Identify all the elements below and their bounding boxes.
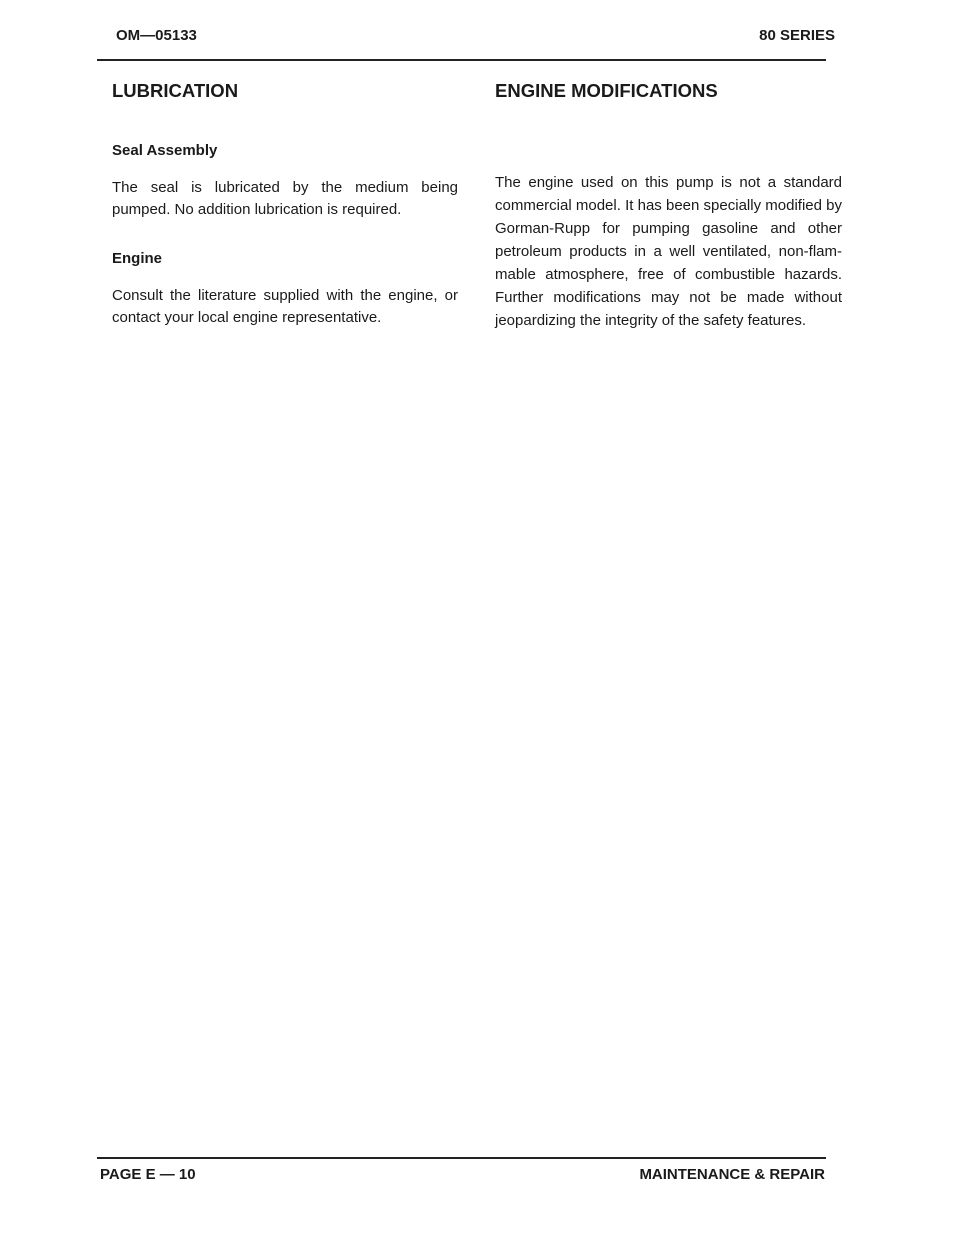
engine-modifications-text: The engine used on this pump is not a standard commercial model. It has been specially modified by Gorman-Rupp for pumping gasoline and other petroleum products in a well ventilated, non-flam-mable atmosphere, free of combustible hazards. Further modifications may not be made without jeopardizing the integrity of the safety features. xyxy=(495,174,842,329)
page-number: PAGE E — 10 xyxy=(100,1166,196,1183)
engine-text: Consult the literature supplied with the engine, or contact your local engine representative. xyxy=(112,287,458,326)
series-label: 80 SERIES xyxy=(759,27,835,44)
seal-assembly-text: The seal is lubricated by the medium being pumped. No addition lubrication is required. xyxy=(112,179,458,218)
engine-modifications-column xyxy=(495,80,842,332)
footer-divider xyxy=(97,1157,826,1159)
lubrication-title: LUBRICATION xyxy=(112,80,239,101)
lubrication-column xyxy=(112,80,458,328)
document-number: OM—05133 xyxy=(116,27,197,44)
section-name: MAINTENANCE & REPAIR xyxy=(639,1166,825,1183)
engine-modifications-title: ENGINE MODIFICATIONS xyxy=(495,80,718,101)
seal-assembly-heading: Seal Assembly xyxy=(112,142,218,159)
header-divider xyxy=(97,59,826,61)
engine-heading: Engine xyxy=(112,250,163,267)
